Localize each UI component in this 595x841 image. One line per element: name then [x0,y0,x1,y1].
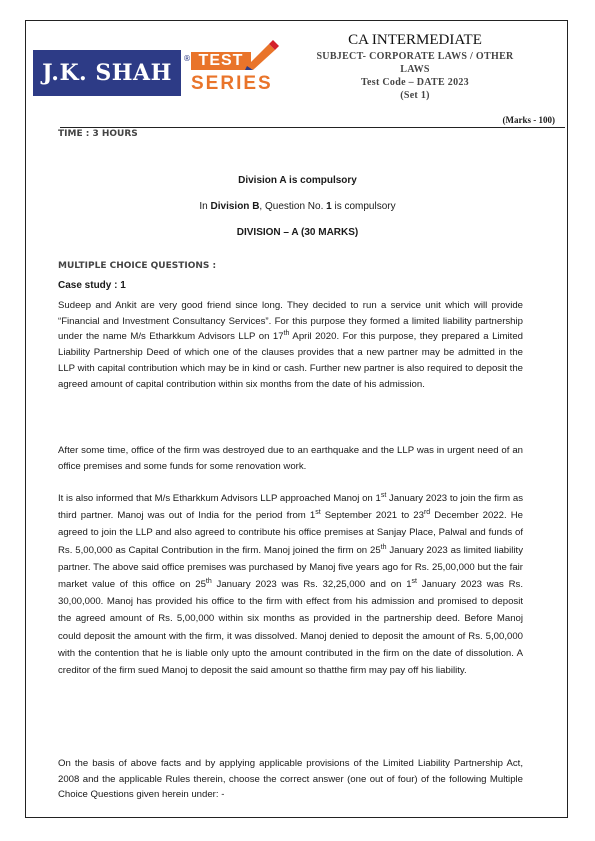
case-paragraph-2: After some time, office of the firm was destroyed due to an earthquake and the LLP was in urgent need of an office premises and some funds for some renovation work. [58,445,523,472]
mcq-heading: MULTIPLE CHOICE QUESTIONS : [58,261,217,271]
total-marks: (Marks - 100) [502,115,555,125]
time-allowed: TIME : 3 HOURS [58,129,138,139]
instruction-bold-number: 1 [326,201,332,212]
paragraph-text: January 2023 as limited liability partner. The above said office premises was purchased by Manoj five years ago for Rs. 25,00,000 but the fair market value of this office on 25 [58,544,523,591]
exam-title: CA INTERMEDIATE [348,32,482,48]
ordinal-suffix: st [315,509,321,517]
header-divider [60,127,565,128]
instruction-text: , Question No. [259,201,327,212]
instruction-bold-division: Division B [210,201,260,212]
case-paragraph-1 [58,298,523,392]
logo-series-word: SERIES [191,73,273,94]
ordinal-suffix: th [380,543,387,551]
division-a-heading: DIVISION – A (30 MARKS) [236,227,359,238]
test-date: Test Code – DATE 2023 [361,77,469,88]
ordinal-suffix: th [205,577,212,585]
paragraph-text: January 2023 was Rs. 30,00,000. Manoj has provided his office to the firm with effect from his admission and promised to deposit the agreed amount of Rs. 5,00,000 within six months as provided in the partnership deed. Before Manoj could deposit the amount with the firm, it was dissolved. Manoj denied to deposit the amount of Rs. 5,00,000 with the contention that he is liable only upto the amount contributed in the firm on the date of dissolution. A creditor of the firm sued Manoj to deposit the said amount so thatthe firm may pay off his liability. [58,579,523,677]
instruction-text: In [199,201,211,212]
subject-line: SUBJECT- CORPORATE LAWS / OTHER [316,51,514,62]
case-paragraph-4: On the basis of above facts and by applying applicable provisions of the Limited Liability Partnership Act, 2008 and the applicable Rules therein, choose the correct answer (one out of four) of the following Multiple Choice Questions given herein under: - [58,758,523,801]
paragraph-text: January 2023 to join the firm as third partner. Manoj was out of India for the period from 1 [58,493,523,522]
page-border [25,20,568,818]
ordinal-suffix: th [283,330,290,338]
exam-header [270,30,560,102]
ordinal-suffix: st [411,577,417,585]
logo-test-word: TEST [191,52,251,70]
instruction-division-a: Division A is compulsory [238,175,357,186]
logo-brand-block: J.K. SHAH [33,50,181,96]
case-study-heading: Case study : 1 [58,280,126,291]
test-set: (Set 1) [400,90,430,101]
instruction-text: is compulsory [331,201,396,212]
case-paragraph-3 [58,490,523,679]
paragraph-text: It is also informed that M/s Etharkkum Advisors LLP approached Manoj on 1 [58,493,381,504]
logo-registered-mark: ® [183,54,191,63]
paragraph-text: September 2021 to 23 [320,510,424,522]
ordinal-suffix: st [380,491,387,499]
paragraph-text: April 2020. For this purpose, they prepared a Limited Liability Partnership Deed of which one of the clauses provides that a new partner may be admitted in the LLP with capital contribution which may be in kind or cash. Further new partner is also required to deposit the agreed amount of capital contribution within six months from the date of his admission. [58,331,523,390]
paragraph-text: Sudeep and Ankit are very good friend since long. They decided to run a service unit which will provide “Financial and Investment Consultancy Services”. For this purpose they formed a limited liability partnership under the name M/s Etharkkum Advisors LLP on 17 [58,300,523,343]
paragraph-text: December 2022. He agreed to join the LLP and also agreed to contribute his office premises at Sanjay Place, Palwal and funds of Rs. 5,00,000 as Capital Contribution in the firm. Manoj joined the firm on 25 [58,510,523,556]
paragraph-text: January 2023 was Rs. 32,25,000 and on 1 [211,579,412,591]
instruction-division-b [0,201,595,212]
ordinal-suffix: rd [423,509,431,517]
subject-line-cont: LAWS [400,64,430,75]
jk-shah-logo [33,40,273,108]
